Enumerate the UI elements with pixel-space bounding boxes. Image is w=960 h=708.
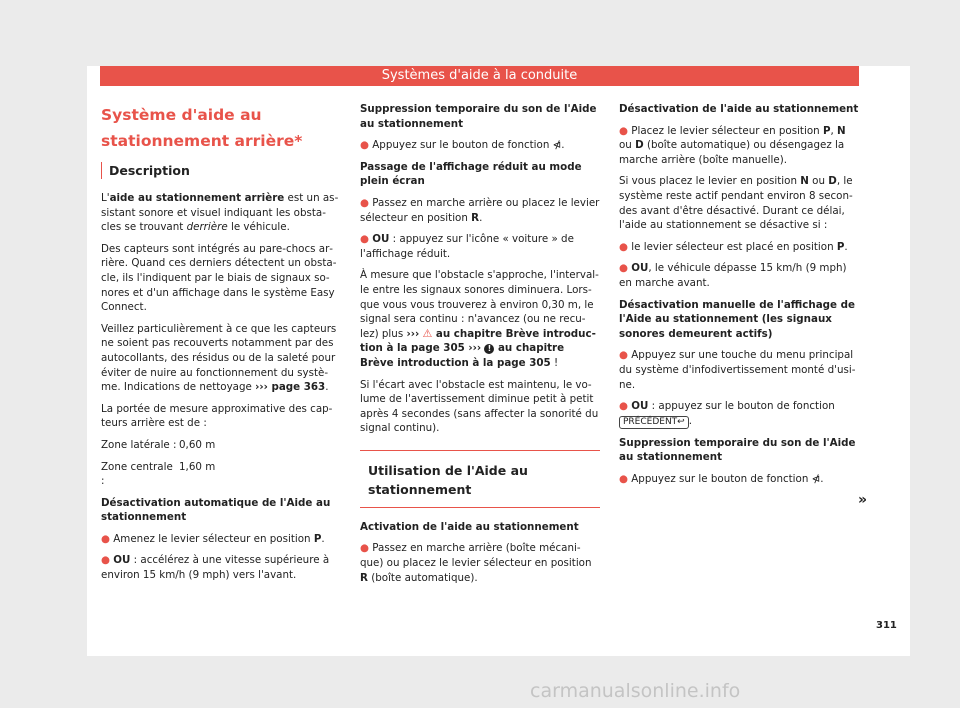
bullet-car-icon: ● OU : appuyez sur l'icône « voiture » de l'affichage réduit. <box>360 233 574 260</box>
section-title: Système d'aide au stationnement arrière* <box>101 106 303 150</box>
paragraph-delay: Si vous placez le levier en position N ou D, le système reste actif pendant environ 8 secondes avant d'être désactivé. Durant ce délai, l'aide au stationnement se désactive si : <box>619 175 853 232</box>
heading-sound-suppression: Suppression temporaire du son de l'Aide au stationnement <box>360 103 597 130</box>
info-icon: ! <box>484 344 494 354</box>
bullet-reverse: ● Passez en marche arrière ou placez le levier sélecteur en position R. <box>360 196 600 224</box>
continue-marker: » <box>858 492 868 508</box>
back-button[interactable]: PRÉCÉDENT↩ <box>619 416 689 429</box>
paragraph-volume: Si l'écart avec l'obstacle est maintenu, le volume de l'avertissement diminue petit à petit après 4 secondes (sans affecter la sonorité du signal continu). <box>360 378 599 435</box>
subsection-title: Description <box>101 162 341 179</box>
info-reference-link[interactable]: au chapitre Brève introduction à la page 305 <box>360 342 565 369</box>
paragraph-approach: À mesure que l'obstacle s'approche, l'intervalle entre les signaux sonores diminuera. Lorsque vous vous trouverez à environ 0,30 m, le signal sera continu : n'avancez (ou ne reculez) plus ››› ⚠ au chapitre Brève introduction à la page 305 ››› ! au chapitre Brève introduction à la page 305 ! <box>360 269 599 369</box>
bullet-speed-forward: ● OU, le véhicule dépasse 15 km/h (9 mph) en marche avant. <box>619 262 847 289</box>
page-header: Systèmes d'aide à la conduite <box>100 66 859 86</box>
column-3 <box>619 102 859 493</box>
bullet-lever: ● le levier sélecteur est placé en position P. <box>619 240 848 253</box>
bullet-back-button: ● OU : appuyez sur le bouton de fonction PRÉCÉDENT↩ . <box>619 400 835 427</box>
heading-manual-deactivation: Désactivation manuelle de l'affichage de l'Aide au stationnement (les signaux sonores demeurent actifs) <box>619 298 855 340</box>
heading-sound-suppression-2: Suppression temporaire du son de l'Aide au stationnement <box>619 436 856 464</box>
range-side: Zone latérale : 0,60 m <box>101 438 216 451</box>
heading-auto-deactivation: Désactivation automatique de l'Aide au stationnement <box>101 496 331 524</box>
paragraph-intro: L'aide au stationnement arrière est un assistant sonore et visuel indiquant les obstacles se trouvant derrière le véhicule. <box>101 192 339 234</box>
column-1 <box>101 102 341 590</box>
bullet-menu-key: ● Appuyez sur une touche du menu principal du système d'infodivertissement monté d'usine. <box>619 349 856 391</box>
range-center: Zone centrale : 1,60 m <box>101 460 216 488</box>
bullet-mute-button: ● Appuyez sur le bouton de fonction ⋪. <box>360 139 565 152</box>
section-usage-title: Utilisation de l'Aide au stationnement <box>368 462 528 497</box>
watermark: carmanualsonline.info <box>530 680 741 702</box>
column-2 <box>360 102 600 592</box>
page-reference-link[interactable]: ››› page 363 <box>255 381 326 394</box>
bullet-activation: ● Passez en marche arrière (boîte mécanique) ou placez le levier sélecteur en position R (boîte automatique). <box>360 542 592 584</box>
mute-icon: ⋪ <box>811 472 821 485</box>
paragraph-range: La portée de mesure approximative des capteurs arrière est de : <box>101 402 333 430</box>
section-usage-header <box>360 450 600 508</box>
heading-deactivation: Désactivation de l'aide au stationnement <box>619 103 859 115</box>
paragraph-sensors: Des capteurs sont intégrés au pare-chocs arrière. Quand ces derniers détectent un obstacle, ils l'indiquent par le biais de signaux sonores et d'un affichage dans le système Easy Connect. <box>101 242 337 314</box>
heading-activation: Activation de l'aide au stationnement <box>360 520 579 533</box>
bullet-lever-p: ● Amenez le levier sélecteur en position P. <box>101 532 325 545</box>
bullet-deactivation: ● Placez le levier sélecteur en position P, N ou D (boîte automatique) ou désengagez la marche arrière (boîte manuelle). <box>619 124 846 166</box>
mute-icon: ⋪ <box>552 139 562 152</box>
heading-fullscreen: Passage de l'affichage réduit au mode plein écran <box>360 160 582 188</box>
warning-icon: ⚠ <box>422 326 433 340</box>
bullet-speed: ● OU : accélérez à une vitesse supérieure à environ 15 km/h (9 mph) vers l'avant. <box>101 554 330 582</box>
page-number: 311 <box>876 620 897 631</box>
bullet-mute-button-2: ● Appuyez sur le bouton de fonction ⋪. <box>619 472 824 485</box>
paragraph-cleaning: Veillez particulièrement à ce que les capteurs ne soient pas recouverts notamment par des autocollants, des résidus ou de la saleté pour éviter de nuire au fonctionnement du système. Indications de nettoyage ››› page 363. <box>101 322 337 394</box>
warning-reference-link[interactable]: au chapitre Brève introduction à la page 305 <box>360 327 596 355</box>
